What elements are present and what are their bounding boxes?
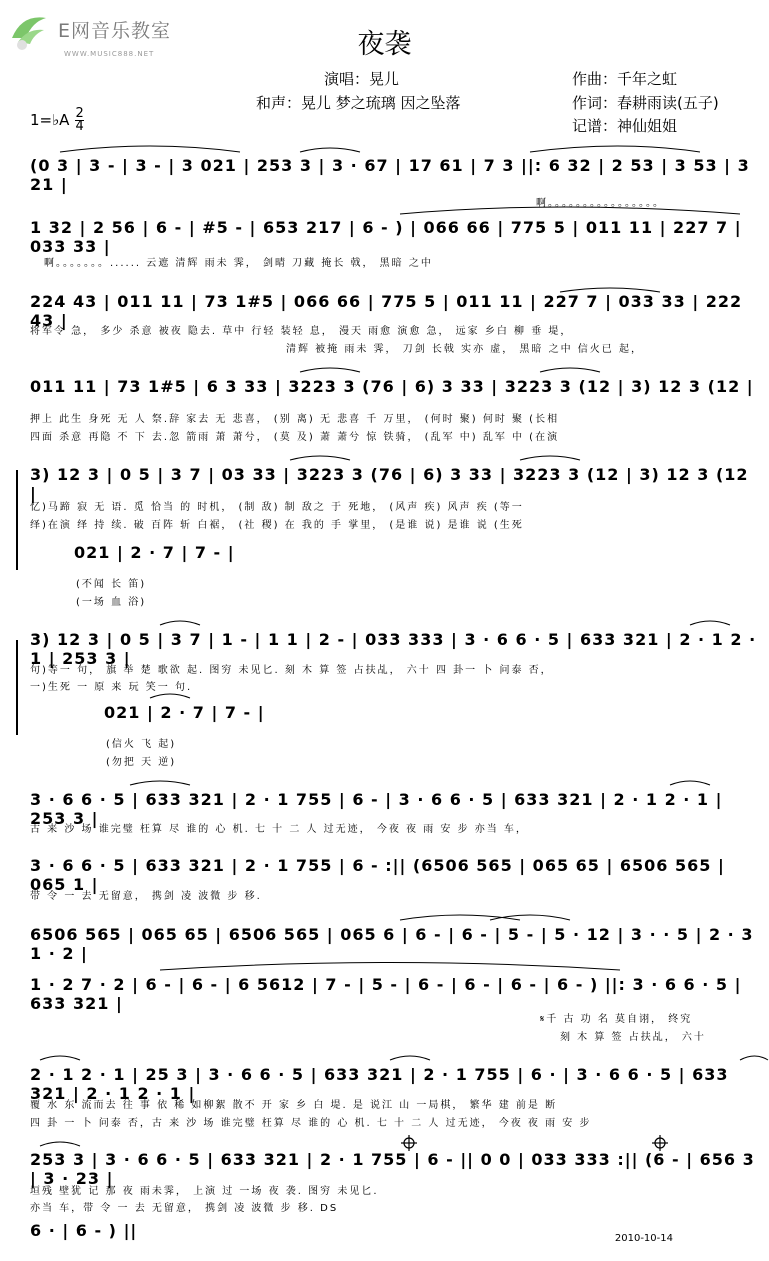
time-top: 2	[75, 106, 84, 121]
score-row-14: 253 3 | 3 · 6 6 · 5 | 633 321 | 2 · 1 755 | 6 - || 0 0 | 033 333 :|| (6 - | 656 3 | 3 · 23 |	[30, 1150, 755, 1188]
score-row-4: 011 11 | 73 1#5 | 6 3 33 | 3223 3 (76 | 6) 3 33 | 3223 3 (12 | 3) 12 3 (12 |	[30, 377, 754, 396]
time-signature	[75, 108, 83, 133]
transcriber-credit: 记谱：神仙姐姐	[572, 117, 678, 135]
lyric-row-7b: 一)生死 一 原 来 玩 笑一 句.	[30, 682, 193, 693]
system-brace-2	[16, 640, 18, 735]
system-brace-1	[16, 470, 18, 570]
harmony-credit: 和声：晃儿 梦之琉璃 因之坠落	[256, 94, 461, 112]
lyric-row-10: 带 令 一 去 无留意， 携剑 凌 波微 步 移.	[30, 891, 262, 902]
logo-url: WWW.MUSIC888.NET	[64, 50, 155, 58]
lyric-row-12a: 𝄋千 古 功 名 莫自诩， 终究	[540, 1014, 693, 1025]
composer-credit: 作曲：千年之虹	[572, 70, 678, 88]
time-bottom: 4	[75, 119, 84, 134]
lyric-row-9: 古 来 沙 场 谁完璧 枉算 尽 谁的 心 机. 七 十 二 人 过无迹， 今夜 夜 雨 安 步 亦当 车，	[30, 824, 528, 835]
score-row-5: 3) 12 3 | 0 5 | 3 7 | 03 33 | 3223 3 (76 | 6) 3 33 | 3223 3 (12 | 3) 12 3 (12 |	[30, 465, 749, 503]
lyric-row-8a: (信火 飞 起)	[106, 739, 177, 750]
score-row-1: (0 3 | 3 - | 3 - | 3 021 | 253 3 | 3 · 67 | 17 61 | 7 3 ||: 6 32 | 2 53 | 3 53 | 3 21 |	[30, 156, 750, 194]
lyric-row-6a: (不闻 长 笛)	[76, 579, 147, 590]
score-row-13: 2 · 1 2 · 1 | 25 3 | 3 · 6 6 · 5 | 633 321 | 2 · 1 755 | 6 · | 3 · 6 6 · 5 | 633 321 | 2 · 1 2 · 1 |	[30, 1065, 729, 1103]
score-row-9: 3 · 6 6 · 5 | 633 321 | 2 · 1 755 | 6 - | 3 · 6 6 · 5 | 633 321 | 2 · 1 2 · 1 | 253 3 |	[30, 790, 723, 828]
score-row-15: 6 · | 6 - ) ||	[30, 1221, 138, 1240]
lyric-row-14a: 垣残 壁犹 记 那 夜 雨未霁， 上演 过 一场 夜 袭. 图穷 未见匕.	[30, 1186, 379, 1197]
lyric-row-12b: 刻 木 算 签 占扶乩， 六十	[560, 1032, 706, 1043]
score-row-6: 021 | 2 · 7 | 7 - |	[74, 543, 235, 562]
lyric-row-4b: 四面 杀意 再隐 不 下 去.忽 箭雨 萧 萧兮， (莫 及) 萧 萧兮 惊 铁骑， (乱军 中) 乱军 中 (在演	[30, 432, 560, 443]
lyricist-credit: 作词：春耕雨读(五子)	[572, 94, 719, 112]
logo-text: E网音乐教室	[58, 20, 172, 42]
score-row-12: 1 · 2 7 · 2 | 6 - | 6 - | 6 5612 | 7 - | 5 - | 6 - | 6 - | 6 - | 6 - ) ||: 3 · 6 6 · 5 | 633 321 |	[30, 975, 742, 1013]
lyric-row-6b: (一场 血 浴)	[76, 597, 147, 608]
lyric-row-5a: 忆)马蹄 寂 无 语. 觅 恰当 的 时机， (制 敌) 制 敌之 于 死地， (风声 疾) 风声 疾 (等一	[30, 502, 524, 513]
key-signature	[30, 108, 84, 133]
key-label: 1=♭A	[30, 111, 70, 129]
lyric-row-3a: 将军令 急， 多少 杀意 被夜 隐去. 草中 行轻 装轻 息， 漫天 雨愈 演愈 急， 远家 乡白 柳 垂 堤，	[30, 326, 573, 337]
lyric-row-1: 啊。。。。。。。。。。。。。。。。	[536, 198, 665, 209]
lyric-row-7a: 句)等一 句， 旗 举 楚 歌欲 起. 图穷 未见匕. 刻 木 算 签 占扶乩， 六十 四 卦一 卜 问泰 否，	[30, 665, 553, 676]
score-row-3: 224 43 | 011 11 | 73 1#5 | 066 66 | 775 5 | 011 11 | 227 7 | 033 33 | 222 43 |	[30, 292, 743, 330]
lyric-row-5b: 绎)在演 绎 持 续. 破 百阵 斩 白裾， (社 稷) 在 我的 手 掌里， (是谁 说) 是谁 说 (生死	[30, 520, 524, 531]
transcription-date: 2010-10-14	[614, 1233, 673, 1244]
lyric-row-13a: 覆 水 东 流而去 往 事 依 稀 如柳絮 散不 开 家 乡 白 堤. 是 说江 山 一局棋， 繁华 建 前是 断	[30, 1100, 558, 1111]
lyric-row-3b: 清辉 被掩 雨未 霁， 刀剑 长戟 实亦 虚， 黑暗 之中 信火已 起，	[286, 344, 643, 355]
score-row-7: 3) 12 3 | 0 5 | 3 7 | 1 - | 1 1 | 2 - | 033 333 | 3 · 6 6 · 5 | 633 321 | 2 · 1 2 · 1 | 253 3 |	[30, 630, 757, 668]
lyric-row-14b: 亦当 车，带 令 一 去 无留意， 携剑 凌 波微 步 移. DS	[30, 1203, 339, 1214]
score-row-8: 021 | 2 · 7 | 7 - |	[104, 703, 265, 722]
lyric-row-4a: 押上 此生 身死 无 人 祭.辞 家去 无 悲喜， (别 离) 无 悲喜 千 万里， (何时 聚) 何时 聚 (长相	[30, 414, 560, 425]
score-row-11: 6506 565 | 065 65 | 6506 565 | 065 6 | 6 - | 6 - | 5 - | 5 · 12 | 3 · · 5 | 2 · 3 1 · 2 |	[30, 925, 754, 963]
lyric-row-13b: 四 卦 一 卜 问泰 否，古 来 沙 场 谁完璧 枉算 尽 谁的 心 机. 七 十 二 人 过无迹， 今夜 夜 雨 安 步	[30, 1118, 592, 1129]
lyric-row-2: 啊。。。。。。。...... 云遮 清辉 雨未 霁， 剑晴 刀藏 掩长 戟， 黑暗 之中	[44, 258, 433, 269]
singer-credit: 演唱：晃儿	[324, 70, 400, 88]
score-row-2: 1 32 | 2 56 | 6 - | #5 - | 653 217 | 6 - ) | 066 66 | 775 5 | 011 11 | 227 7 | 033 33 |	[30, 218, 742, 256]
song-title: 夜袭	[357, 29, 412, 60]
score-row-10: 3 · 6 6 · 5 | 633 321 | 2 · 1 755 | 6 - :|| (6506 565 | 065 65 | 6506 565 | 065 1 |	[30, 856, 725, 894]
lyric-row-8b: (勿把 天 逆)	[106, 757, 177, 768]
